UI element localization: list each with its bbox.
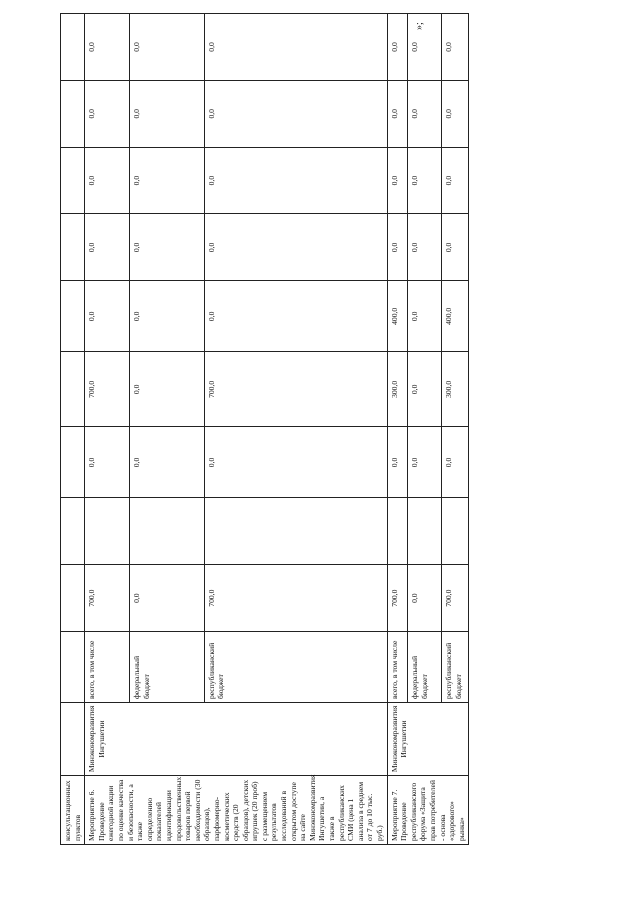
- amount-cell: 700,0: [204, 565, 387, 632]
- empty-cell: [61, 498, 85, 565]
- empty-cell: [61, 147, 85, 214]
- amount-cell: 0,0: [130, 14, 204, 81]
- amount-cell: 300,0: [442, 352, 469, 427]
- empty-cell: [61, 632, 85, 703]
- amount-cell: 400,0: [387, 281, 408, 352]
- amount-cell: 0,0: [442, 80, 469, 147]
- empty-cell: [61, 565, 85, 632]
- amount-cell: 0,0: [204, 281, 387, 352]
- amount-cell: 0,0: [130, 565, 204, 632]
- amount-cell: 700,0: [85, 352, 130, 427]
- amount-cell: 0,0: [85, 147, 130, 214]
- amount-cell: 700,0: [85, 565, 130, 632]
- event-title-cell: Мероприятие 7. Проведение республиканского форума «Защита прав потребителей - основа «здорового» рынка»: [387, 776, 469, 845]
- amount-cell: 300,0: [387, 352, 408, 427]
- amount-cell: [408, 498, 442, 565]
- funding-source-cell: республиканский бюджет: [442, 632, 469, 703]
- amount-cell: [85, 498, 130, 565]
- amount-cell: 700,0: [204, 352, 387, 427]
- empty-cell: [61, 80, 85, 147]
- amount-cell: [204, 498, 387, 565]
- financing-table: [60, 13, 469, 845]
- amount-cell: 0,0: [408, 80, 442, 147]
- empty-cell: [61, 214, 85, 281]
- closing-quote-mark: »;: [414, 22, 425, 30]
- header-continuation-row: [61, 14, 85, 845]
- amount-cell: 0,0: [408, 14, 442, 81]
- empty-cell: [61, 281, 85, 352]
- amount-cell: 0,0: [408, 565, 442, 632]
- amount-cell: 0,0: [204, 14, 387, 81]
- amount-cell: [387, 498, 408, 565]
- rotated-document-page: [60, 13, 466, 845]
- amount-cell: 0,0: [130, 352, 204, 427]
- amount-cell: 0,0: [387, 427, 408, 498]
- amount-cell: 0,0: [442, 14, 469, 81]
- executor-cell: Минэкономразвития Ингушетии: [387, 703, 469, 776]
- amount-cell: 0,0: [130, 147, 204, 214]
- amount-cell: [130, 498, 204, 565]
- amount-cell: 0,0: [130, 281, 204, 352]
- empty-cell: [61, 14, 85, 81]
- table-row: [387, 14, 408, 845]
- amount-cell: 0,0: [408, 147, 442, 214]
- funding-source-cell: федеральный бюджет: [130, 632, 204, 703]
- empty-cell: [61, 703, 85, 776]
- amount-cell: 0,0: [408, 352, 442, 427]
- amount-cell: 0,0: [85, 80, 130, 147]
- amount-cell: 0,0: [442, 427, 469, 498]
- header-continuation-cell: консультационных пунктов: [61, 776, 85, 845]
- amount-cell: 0,0: [442, 147, 469, 214]
- amount-cell: 0,0: [204, 80, 387, 147]
- amount-cell: 0,0: [442, 214, 469, 281]
- amount-cell: 0,0: [387, 147, 408, 214]
- amount-cell: 0,0: [387, 14, 408, 81]
- amount-cell: 0,0: [204, 427, 387, 498]
- amount-cell: 0,0: [130, 427, 204, 498]
- funding-source-cell: всего, в том числе: [85, 632, 130, 703]
- amount-cell: 0,0: [408, 214, 442, 281]
- table-row: [85, 14, 130, 845]
- funding-source-cell: федеральный бюджет: [408, 632, 442, 703]
- amount-cell: 700,0: [442, 565, 469, 632]
- amount-cell: 0,0: [387, 80, 408, 147]
- amount-cell: 0,0: [85, 427, 130, 498]
- amount-cell: 0,0: [85, 281, 130, 352]
- amount-cell: 0,0: [130, 214, 204, 281]
- amount-cell: 0,0: [204, 147, 387, 214]
- amount-cell: 0,0: [204, 214, 387, 281]
- amount-cell: [442, 498, 469, 565]
- empty-cell: [61, 427, 85, 498]
- amount-cell: 0,0: [130, 80, 204, 147]
- amount-cell: 0,0: [387, 214, 408, 281]
- amount-cell: 0,0: [85, 14, 130, 81]
- amount-cell: 0,0: [408, 281, 442, 352]
- funding-source-cell: республиканский бюджет: [204, 632, 387, 703]
- amount-cell: 0,0: [85, 214, 130, 281]
- empty-cell: [61, 352, 85, 427]
- amount-cell: 700,0: [387, 565, 408, 632]
- executor-cell: Минэкономразвития Ингушетии: [85, 703, 387, 776]
- funding-source-cell: всего, в том числе: [387, 632, 408, 703]
- amount-cell: 0,0: [408, 427, 442, 498]
- amount-cell: 400,0: [442, 281, 469, 352]
- event-title-cell: Мероприятие 6. Проведение ежегодной акции по оценке качества и безопасности, а также определению показателей идентификации продовольственных товаров первой необходимости (30 образцов), парфюмерно-косметических средств (20 образцов), детских игрушек (20 проб) с размещением результатов исследований в открытом доступе на сайте Минэкономразвития Ингушетии, а также в республиканских СМИ (цена 1 анализа в среднем от 7 до 10 тыс. руб.): [85, 776, 387, 845]
